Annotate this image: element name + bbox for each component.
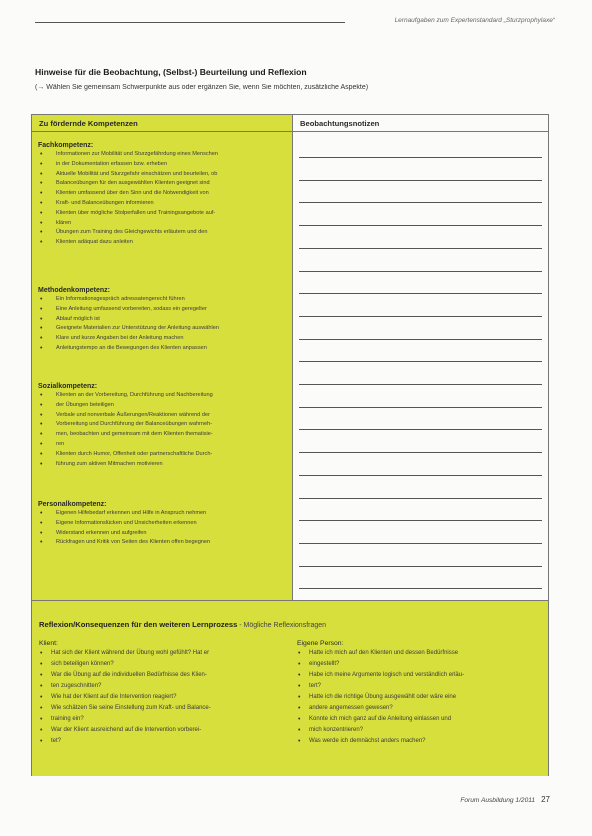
list-item: • andere angemessen gewesen? xyxy=(297,703,547,714)
reflection-title-suffix: - Mögliche Reflexionsfragen xyxy=(237,622,327,629)
list-item: • in der Dokumentation erfassen bzw. erheben xyxy=(38,160,290,170)
list-item: • Eigene Informationslücken und Unsicherheiten erkennen xyxy=(38,519,290,529)
list-item: • Wie schätzen Sie seine Einstellung zum Kraft- und Balance- xyxy=(39,703,289,714)
section-methodenkompetenz xyxy=(38,287,290,354)
note-line xyxy=(299,180,542,181)
list-item: • Anleitungstempo an die Bewegungen des Klienten anpassen xyxy=(38,344,290,354)
list-item: • Eigenen Hilfebedarf erkennen und Hilfe in Anspruch nehmen xyxy=(38,509,290,519)
notes-column-header: Beobachtungsnotizen xyxy=(293,115,548,132)
list-item: • Hatte ich die richtige Übung ausgewählt oder wäre eine xyxy=(297,692,547,703)
list-item: • führung zum aktiven Mitmachen motivieren xyxy=(38,460,290,470)
section-title: Fachkompetenz: xyxy=(38,142,94,149)
note-line xyxy=(299,225,542,226)
list-item: • mich konzentrieren? xyxy=(297,725,547,736)
reflection-title xyxy=(39,620,544,629)
bullet-list xyxy=(38,295,290,354)
note-line xyxy=(299,361,542,362)
list-item: • klären xyxy=(38,219,290,229)
bullet-list xyxy=(38,509,290,548)
running-title: Lernaufgaben zum Expertenstandard „Sturzprophylaxe“ xyxy=(394,17,555,24)
list-item: • ten zugeschnitten? xyxy=(39,681,289,692)
list-item: • Klienten durch Humor, Offenheit oder partnerschaftliche Durch- xyxy=(38,450,290,460)
list-item: • Vorbereitung und Durchführung der Balanceübungen wahrneh- xyxy=(38,420,290,430)
list-item: • Konnte ich mich ganz auf die Anleitung einlassen und xyxy=(297,714,547,725)
list-item: • Klare und kurze Angaben bei der Anleitung machen xyxy=(38,334,290,344)
footer-publication: Forum Ausbildung 1/2011 xyxy=(460,797,536,804)
bullet-list xyxy=(38,391,290,469)
list-item: • tet? xyxy=(39,736,289,747)
bullet-list xyxy=(39,648,289,747)
list-item: • Habe ich meine Argumente logisch und verständlich erläu- xyxy=(297,670,547,681)
list-item: • Wie hat der Klient auf die Intervention reagiert? xyxy=(39,692,289,703)
list-item: • Ablauf möglich ist xyxy=(38,315,290,325)
list-item: • Balanceübungen für den ausgewählten Klienten geeignet sind xyxy=(38,179,290,189)
list-item: • Geeignete Materialien zur Unterstützung der Anleitung auswählen xyxy=(38,324,290,334)
reflection-box xyxy=(31,601,549,776)
page-number: 27 xyxy=(541,795,550,804)
note-line xyxy=(299,384,542,385)
list-item: • Kraft- und Balanceübungen informieren xyxy=(38,199,290,209)
note-line xyxy=(299,339,542,340)
note-line xyxy=(299,271,542,272)
list-item: • Verbale und nonverbale Äußerungen/Reaktionen während der xyxy=(38,411,290,421)
section-fachkompetenz xyxy=(38,142,290,248)
bullet-list xyxy=(38,150,290,248)
note-line xyxy=(299,248,542,249)
list-item: • Aktuelle Mobilität und Sturzgefahr einschätzen und beurteilen, ob xyxy=(38,170,290,180)
note-line xyxy=(299,293,542,294)
section-title: Methodenkompetenz: xyxy=(38,287,110,294)
list-item: • Klienten über mögliche Stolperfallen und Trainingsangebote auf- xyxy=(38,209,290,219)
note-line xyxy=(299,498,542,499)
section-personalkompetenz xyxy=(38,501,290,548)
note-line xyxy=(299,407,542,408)
section-sozialkompetenz xyxy=(38,383,290,469)
list-item: • Klienten umfassend über den Sinn und die Notwendigkeit von xyxy=(38,189,290,199)
list-item: • men, beobachten und gemeinsam mit dem Klienten thematisie- xyxy=(38,430,290,440)
list-item: • Rückfragen und Kritik von Seiten des Klienten offen begegnen xyxy=(38,538,290,548)
header-rule xyxy=(35,22,345,23)
note-line xyxy=(299,452,542,453)
competence-table xyxy=(31,114,549,601)
note-line xyxy=(299,157,542,158)
list-item: • Widerstand erkennen und aufgreifen xyxy=(38,529,290,539)
list-item: • Informationen zur Mobilität und Sturzgefährdung eines Menschen xyxy=(38,150,290,160)
list-item: • Klienten adäquat dazu anleiten xyxy=(38,238,290,248)
list-item: • War der Klient ausreichend auf die Intervention vorberei- xyxy=(39,725,289,736)
list-item: • Was werde ich demnächst anders machen? xyxy=(297,736,547,747)
list-item: • tert? xyxy=(297,681,547,692)
list-item: • Klienten an der Vorbereitung, Durchführung und Nachbereitung xyxy=(38,391,290,401)
list-item: • der Übungen beteiligen xyxy=(38,401,290,411)
list-item: • Eine Anleitung umfassend vorbereiten, sodass ein geregelter xyxy=(38,305,290,315)
list-item: • Hat sich der Klient während der Übung wohl gefühlt? Hat er xyxy=(39,648,289,659)
note-line xyxy=(299,202,542,203)
reflection-title-main: Reflexion/Konsequenzen für den weiteren Lernprozess xyxy=(39,620,238,629)
competence-column-header: Zu fördernde Kompetenzen xyxy=(32,115,293,132)
list-item: • eingestellt? xyxy=(297,659,547,670)
reflection-self-heading: Eigene Person: xyxy=(297,640,344,647)
note-line xyxy=(299,520,542,521)
note-line xyxy=(299,475,542,476)
section-title: Personalkompetenz: xyxy=(38,501,107,508)
note-line xyxy=(299,316,542,317)
list-item: • sich beteiligen können? xyxy=(39,659,289,670)
list-item: • Ein Informationsgespräch adressatengerecht führen xyxy=(38,295,290,305)
note-line xyxy=(299,588,542,589)
notes-area[interactable] xyxy=(293,132,548,600)
note-line xyxy=(299,429,542,430)
note-line xyxy=(299,543,542,544)
page-title: Hinweise für die Beobachtung, (Selbst-) Beurteilung und Reflexion xyxy=(35,67,307,77)
list-item: • Hatte ich mich auf den Klienten und dessen Bedürfnisse xyxy=(297,648,547,659)
reflection-client-heading: Klient: xyxy=(39,640,58,647)
list-item: • War die Übung auf die individuellen Bedürfnisse des Klien- xyxy=(39,670,289,681)
bullet-list xyxy=(297,648,547,747)
reflection-self-column xyxy=(297,640,547,747)
list-item: • training ein? xyxy=(39,714,289,725)
list-item: • ren xyxy=(38,440,290,450)
list-item: • Übungen zum Training des Gleichgewichts erläutern und den xyxy=(38,228,290,238)
note-line xyxy=(299,566,542,567)
page-subtitle: (→ Wählen Sie gemeinsam Schwerpunkte aus oder ergänzen Sie, wenn Sie möchten, zusätzliche Aspekte) xyxy=(35,84,369,91)
page-footer xyxy=(350,795,550,804)
reflection-client-column xyxy=(39,640,289,747)
section-title: Sozialkompetenz: xyxy=(38,383,98,390)
